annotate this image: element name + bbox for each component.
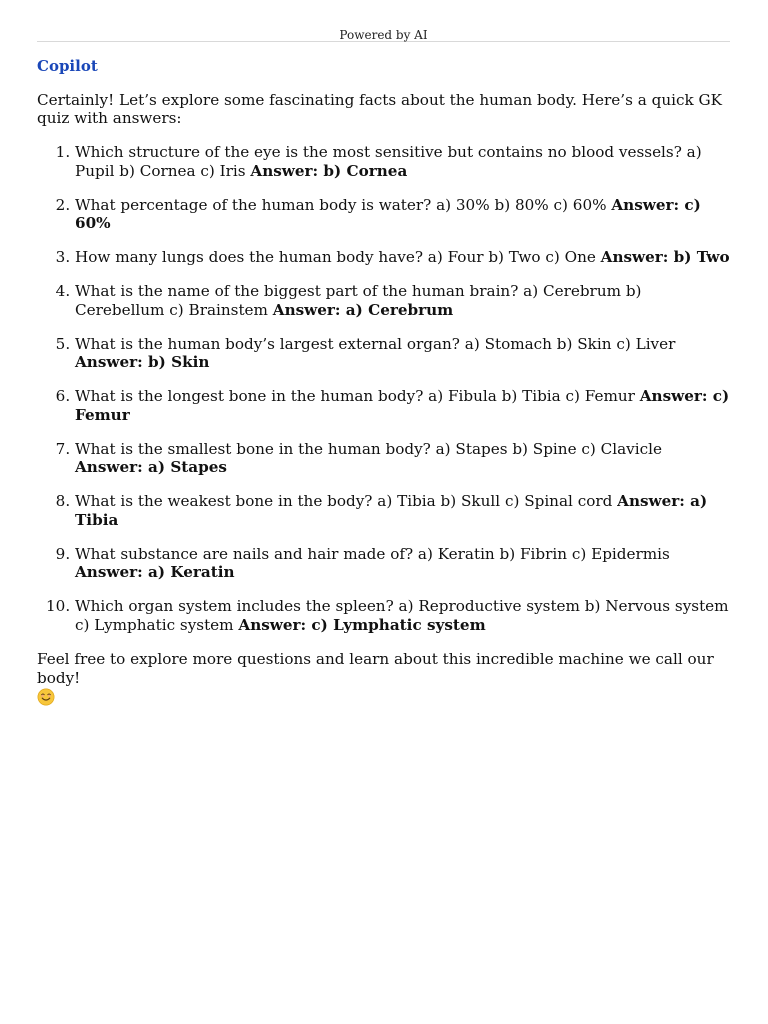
quiz-question: What is the name of the biggest part of the human brain? a) Cerebrum b) Cerebellum c) Brainstem xyxy=(75,282,642,319)
quiz-item xyxy=(75,387,730,424)
chat-response xyxy=(37,55,730,708)
quiz-question: What is the longest bone in the human body? a) Fibula b) Tibia c) Femur xyxy=(75,387,635,405)
quiz-item xyxy=(75,335,730,372)
quiz-answer: Answer: b) Two xyxy=(600,248,730,266)
intro-paragraph: Certainly! Let’s explore some fascinating facts about the human body. Here’s a quick GK quiz with answers: xyxy=(37,91,722,127)
quiz-question: What percentage of the human body is water? a) 30% b) 80% c) 60% xyxy=(75,195,607,214)
quiz-answer: Answer: a) Cerebrum xyxy=(272,300,454,319)
powered-by-label: Powered by AI xyxy=(339,28,428,42)
quiz-item xyxy=(75,545,730,582)
quiz-answer: Answer: b) Cornea xyxy=(250,161,408,180)
quiz-answer: Answer: a) Keratin xyxy=(75,563,235,581)
quiz-answer: Answer: c) Femur xyxy=(75,387,730,424)
quiz-question: How many lungs does the human body have? a) Four b) Two c) One xyxy=(75,248,596,266)
quiz-answer: Answer: b) Skin xyxy=(75,353,210,371)
quiz-list xyxy=(37,143,730,634)
quiz-answer: Answer: a) Stapes xyxy=(75,458,227,476)
outro-text: Feel free to explore more questions and learn about this incredible machine we call our body! xyxy=(37,649,714,687)
quiz-item xyxy=(75,282,730,319)
page-header xyxy=(37,24,730,42)
quiz-item xyxy=(75,143,730,180)
quiz-item xyxy=(75,597,730,634)
quiz-question: What is the human body’s largest external organ? a) Stomach b) Skin c) Liver xyxy=(75,334,676,353)
smiling-face-emoji-icon xyxy=(37,688,55,706)
quiz-answer: Answer: a) Tibia xyxy=(75,492,708,529)
quiz-item xyxy=(75,492,730,529)
quiz-question: Which structure of the eye is the most sensitive but contains no blood vessels? a) Pupil b) Cornea c) Iris xyxy=(75,143,702,180)
quiz-question: What is the smallest bone in the human body? a) Stapes b) Spine c) Clavicle xyxy=(75,439,662,458)
quiz-question: What substance are nails and hair made of? a) Keratin b) Fibrin c) Epidermis xyxy=(75,544,670,563)
quiz-item xyxy=(75,440,730,477)
quiz-item xyxy=(75,196,730,233)
quiz-answer: Answer: c) Lymphatic system xyxy=(238,615,486,634)
copilot-brand-label: Copilot xyxy=(37,57,98,75)
outro-paragraph xyxy=(37,650,730,708)
quiz-question: Which organ system includes the spleen? a) Reproductive system b) Nervous system c) Lymphatic system xyxy=(75,597,729,634)
quiz-item xyxy=(75,248,730,267)
quiz-answer: Answer: c) 60% xyxy=(75,195,701,232)
quiz-question: What is the weakest bone in the body? a) Tibia b) Skull c) Spinal cord xyxy=(75,492,613,510)
